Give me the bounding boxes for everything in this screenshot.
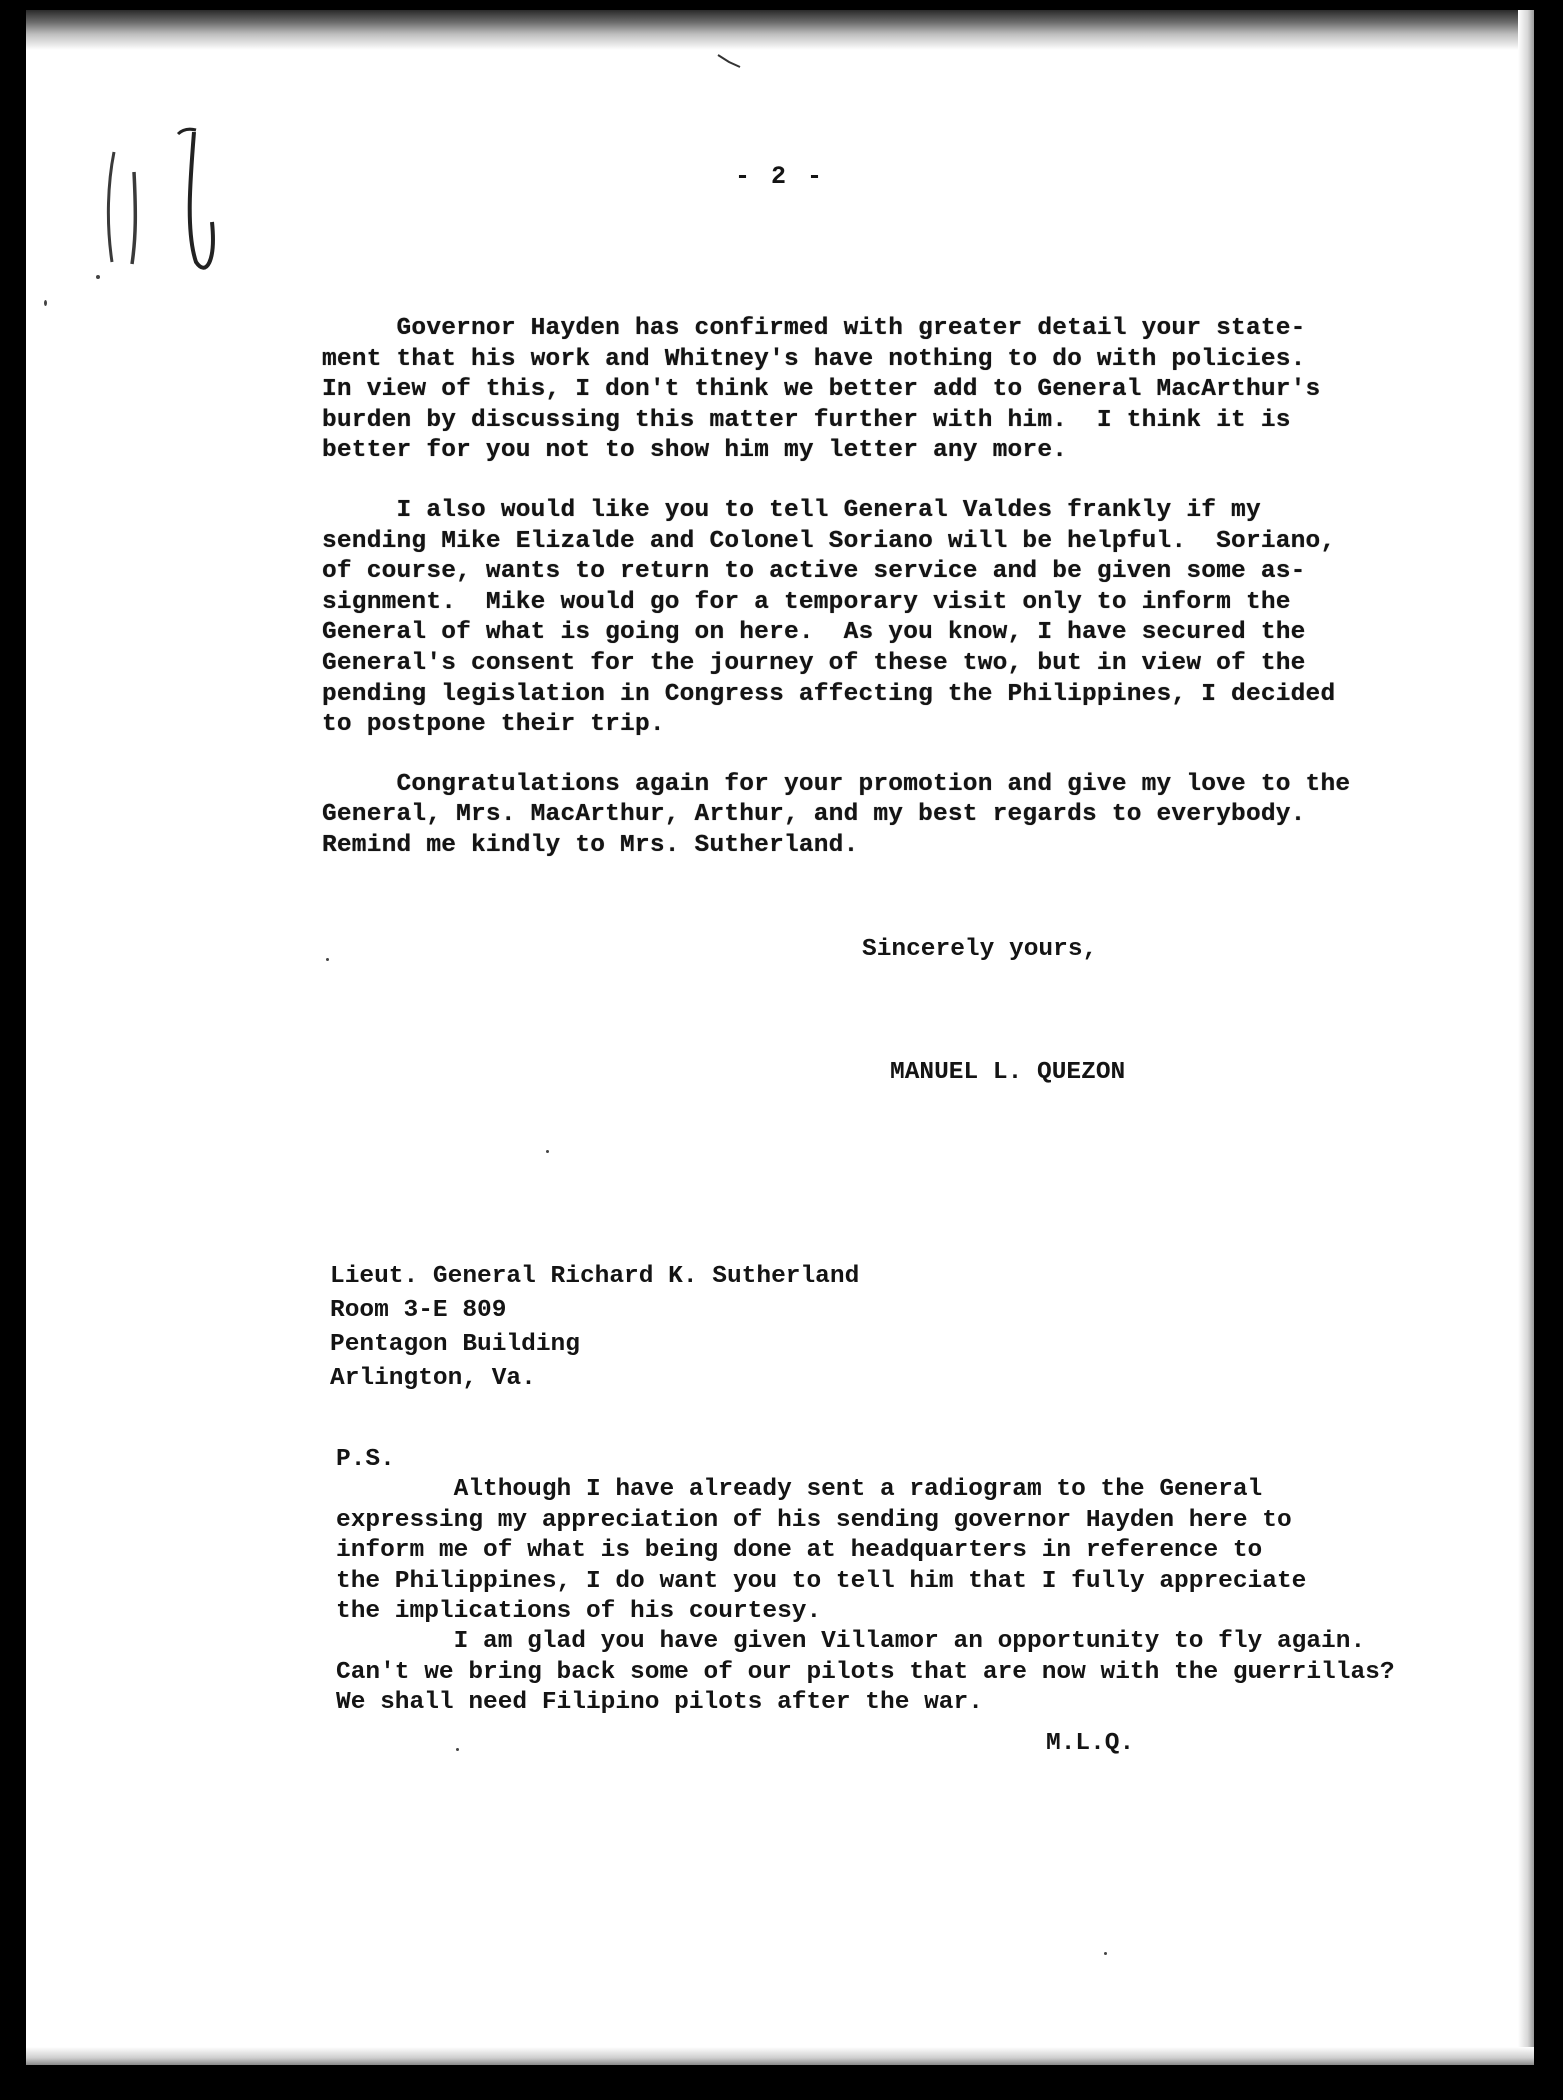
address-line: Room 3-E 809 [330, 1297, 507, 1324]
text-line: General's consent for the journey of these two, but in view of the [322, 649, 1306, 677]
text-line: signment. Mike would go for a temporary visit only to inform the [322, 588, 1291, 616]
address-line: Pentagon Building [330, 1331, 580, 1358]
scan-speck [1104, 1952, 1107, 1955]
text-line: I also would like you to tell General Valdes frankly if my [322, 496, 1261, 524]
text-line: In view of this, I don't think we better add to General MacArthur's [322, 376, 1321, 404]
closing: Sincerely yours, [862, 936, 1098, 963]
text-line: sending Mike Elizalde and Colonel Soriano will be helpful. Soriano, [322, 527, 1336, 555]
recipient-address [330, 1260, 859, 1396]
text-line: Remind me kindly to Mrs. Sutherland. [322, 831, 859, 859]
text-line: ment that his work and Whitney's have nothing to do with policies. [322, 345, 1306, 373]
handwritten-mark-icon [86, 112, 256, 282]
text-line: of course, wants to return to active service and be given some as- [322, 558, 1306, 586]
text-line: Governor Hayden has confirmed with greater detail your state- [322, 315, 1306, 342]
address-line: Lieut. General Richard K. Sutherland [330, 1263, 860, 1290]
postscript-initials: M.L.Q. [1046, 1730, 1135, 1757]
text-line: to postpone their trip. [322, 711, 665, 739]
text-line: We shall need Filipino pilots after the war. [336, 1689, 983, 1717]
text-line: I am glad you have given Villamor an opportunity to fly again. [336, 1628, 1366, 1656]
text-line: pending legislation in Congress affecting the Philippines, I decided [322, 680, 1336, 708]
text-line: expressing my appreciation of his sending governor Hayden here to [336, 1506, 1292, 1534]
paragraph-valdes [322, 496, 1462, 741]
text-line: the Philippines, I do want you to tell him that I fully appreciate [336, 1567, 1307, 1595]
scan-speck [546, 1150, 549, 1153]
text-line: Although I have already sent a radiogram to the General [336, 1476, 1263, 1504]
page-number: - 2 - [734, 162, 825, 191]
letter-body [322, 314, 1462, 891]
scan-speck [44, 300, 47, 306]
text-line: better for you not to show him my letter any more. [322, 437, 1068, 465]
text-line: inform me of what is being done at headquarters in reference to [336, 1537, 1263, 1565]
scan-bottom-edge [26, 2047, 1534, 2065]
text-line: the implications of his courtesy. [336, 1598, 822, 1626]
paragraph-hayden [322, 314, 1462, 467]
scan-top-shadow [26, 10, 1534, 50]
text-line: General of what is going on here. As you know, I have secured the [322, 619, 1306, 647]
scan-speck [326, 958, 329, 961]
text-line: Can't we bring back some of our pilots that are now with the guerrillas? [336, 1658, 1395, 1686]
text-line: General, Mrs. MacArthur, Arthur, and my best regards to everybody. [322, 801, 1306, 829]
document-page [26, 10, 1534, 2065]
scan-speck [456, 1748, 459, 1751]
text-line: Congratulations again for your promotion and give my love to the [322, 770, 1351, 798]
text-line: burden by discussing this matter further with him. I think it is [322, 406, 1291, 434]
tick-mark-icon [716, 52, 742, 70]
postscript-label: P.S. [336, 1446, 395, 1473]
scan-speck [96, 275, 100, 279]
address-line: Arlington, Va. [330, 1365, 536, 1392]
postscript [336, 1445, 1486, 1719]
scan-right-edge [1518, 10, 1534, 2065]
signature-name: MANUEL L. QUEZON [890, 1059, 1126, 1086]
paragraph-congratulations [322, 770, 1462, 862]
